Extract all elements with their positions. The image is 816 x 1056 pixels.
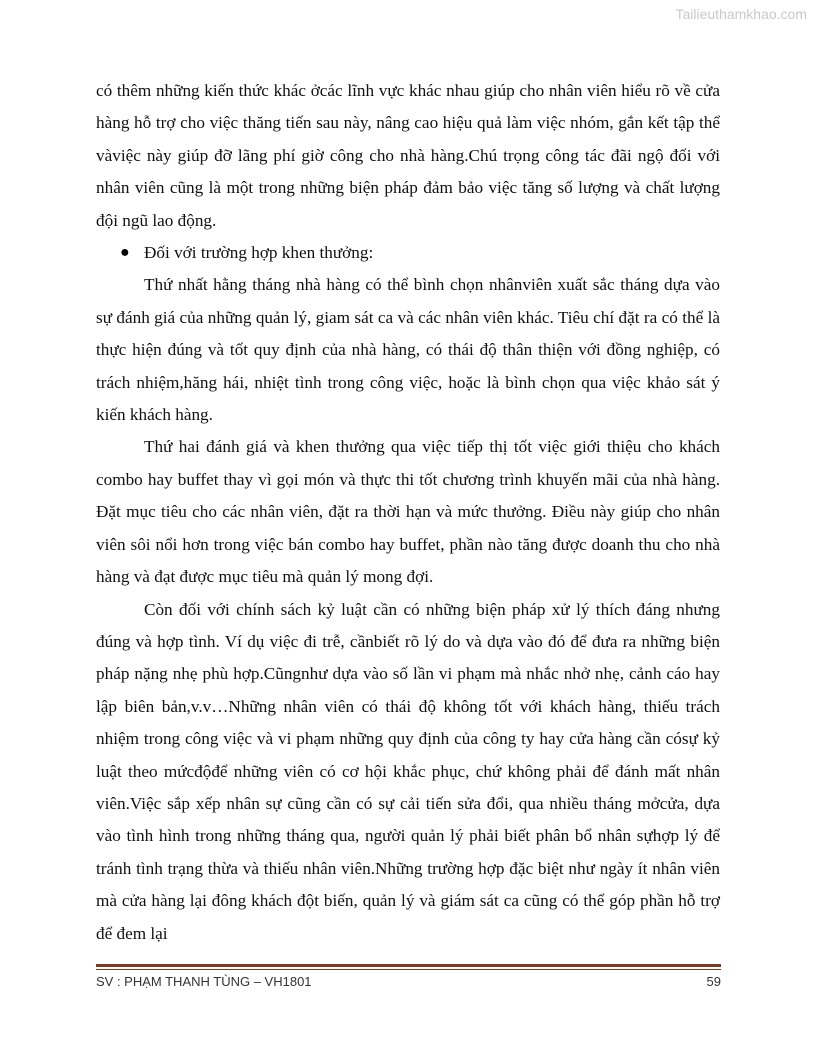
bullet-dot-icon: ●	[120, 244, 130, 262]
footer-divider-thick	[96, 964, 721, 967]
footer-divider	[96, 964, 721, 972]
paragraph-first-reward: Thứ nhất hằng tháng nhà hàng có thể bình chọn nhânviên xuất sắc tháng dựa vào sự đánh giá của những quản lý, giam sát ca và các nhân viên khác. Tiêu chí đặt ra có thể là thực hiện đúng và tốt quy định của nhà hàng, có thái độ thân thiện với đồng nghiệp, có trách nhiệm,hăng hái, nhiệt tình trong công việc, hoặc là bình chọn qua việc khảo sát ý kiến khách hàng.	[96, 275, 720, 425]
watermark: Tailieuthamkhao.com	[675, 6, 807, 22]
bullet-item-reward-heading	[96, 237, 720, 269]
page-number: 59	[706, 974, 721, 989]
footer-author: SV : PHẠM THANH TÙNG – VH1801	[96, 974, 312, 989]
document-body	[96, 75, 720, 950]
bullet-item-text: Đối với trường hợp khen thưởng:	[144, 243, 374, 263]
paragraph-continuation: có thêm những kiến thức khác ởcác lĩnh vực khác nhau giúp cho nhân viên hiểu rõ về cửa hàng hỗ trợ cho việc thăng tiến sau này, nâng cao hiệu quả làm việc nhóm, gắn kết tập thể vàviệc này giúp đỡ lãng phí giờ công cho nhà hàng.Chú trọng công tác đãi ngộ đối với nhân viên cũng là một trong những biện pháp đảm bảo việc tăng số lượng và chất lượng đội ngũ lao động.	[96, 81, 720, 230]
paragraph-discipline: Còn đối với chính sách kỷ luật cần có những biện pháp xử lý thích đáng nhưng đúng và hợp tình. Ví dụ việc đi trễ, cầnbiết rõ lý do và dựa vào đó để đưa ra những biện pháp nặng nhẹ phù hợp.Cũngnhư dựa vào số lần vi phạm mà nhắc nhở nhẹ, cảnh cáo hay lập biên bản,v.v…Những nhân viên có thái độ không tốt với khách hàng, thiếu trách nhiệm trong công việc và vi phạm những quy định của công ty hay cửa hàng cần cósự kỷ luật theo mứcđộđể những viên có cơ hội khắc phục, chứ không phải để đánh mất nhân viên.Việc sắp xếp nhân sự cũng cần có sự cải tiến sửa đổi, qua nhiều tháng mởcửa, dựa vào tình hình trong những tháng qua, người quản lý phải biết phân bổ nhân sựhợp lý để tránh tình trạng thừa và thiếu nhân viên.Những trường hợp đặc biệt như ngày ít nhân viên mà cửa hàng lại đông khách đột biến, quản lý và giám sát ca cũng có thể góp phần hỗ trợ để đem lại	[96, 599, 720, 943]
paragraph-second-reward: Thứ hai đánh giá và khen thưởng qua việc tiếp thị tốt việc giới thiệu cho khách combo hay buffet thay vì gọi món và thực thi tốt chương trình khuyến mãi của nhà hàng. Đặt mục tiêu cho các nhân viên, đặt ra thời hạn và mức thưởng. Điều này giúp cho nhân viên sôi nổi hơn trong việc bán combo hay buffet, phần nào tăng được doanh thu cho nhà hàng và đạt được mục tiêu mà quản lý mong đợi.	[96, 437, 720, 587]
page-footer	[96, 974, 721, 989]
footer-divider-thin	[96, 969, 721, 970]
